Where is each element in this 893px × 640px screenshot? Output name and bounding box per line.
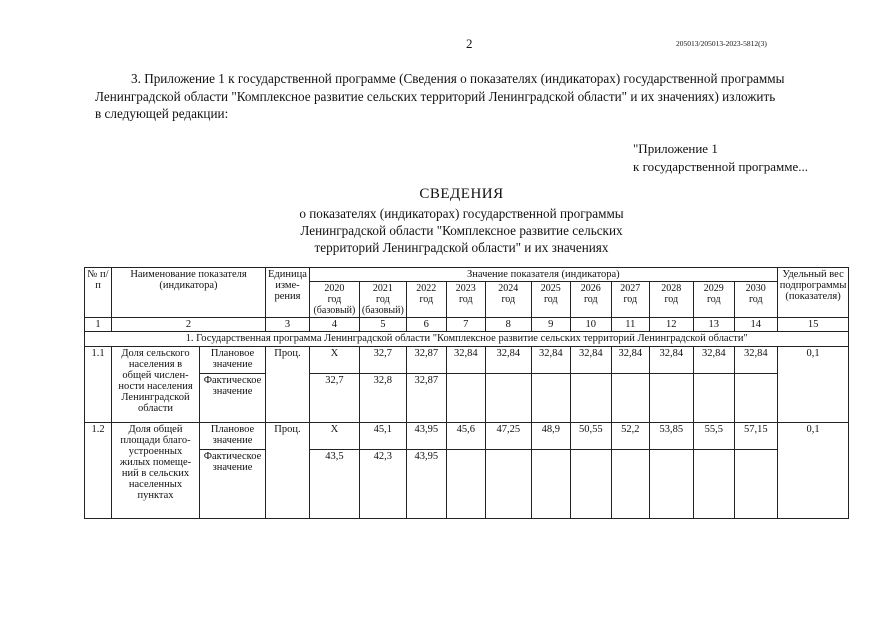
year-header-2025 <box>531 282 570 318</box>
fact-value <box>734 450 777 519</box>
fact-value <box>693 450 734 519</box>
year-header-part: 2026 <box>580 283 601 294</box>
document-subtitle-line-2: Ленинградской области "Комплексное развитие сельских <box>300 223 623 238</box>
column-number-3: 3 <box>266 318 310 332</box>
plan-value: 32,84 <box>570 347 611 374</box>
plan-value: 43,95 <box>406 423 446 450</box>
fact-value <box>611 374 649 423</box>
document-code: 205013/205013-2023-5812(3) <box>676 39 767 48</box>
header-name: Наименование показателя (индикатора) <box>112 268 266 318</box>
unit-cell: Проц. <box>266 423 310 519</box>
indicator-name: Доля общей площади благо-устроенных жилых помеще-ний в сельских населенных пунктах <box>112 423 200 519</box>
year-header-part: год <box>458 294 473 305</box>
plan-value: 57,15 <box>734 423 777 450</box>
column-number-row <box>85 318 849 332</box>
year-header-2022 <box>406 282 446 318</box>
year-header-part: 2029 <box>703 283 724 294</box>
year-header-part: 2028 <box>661 283 682 294</box>
column-number-10: 10 <box>570 318 611 332</box>
fact-value <box>570 450 611 519</box>
year-header-part: год <box>706 294 721 305</box>
plan-value: 47,25 <box>485 423 531 450</box>
year-header-part: 2022 <box>416 283 437 294</box>
row-number: 1.2 <box>85 423 112 519</box>
year-header-part: год <box>419 294 434 305</box>
year-header-part: 2021 <box>372 283 393 294</box>
header-num: № п/п <box>85 268 112 318</box>
intro-line-3: в следующей редакции: <box>95 106 229 121</box>
year-header-2020 <box>309 282 359 318</box>
plan-value: X <box>309 423 359 450</box>
fact-value <box>570 374 611 423</box>
fact-value <box>531 450 570 519</box>
page-number: 2 <box>466 36 473 51</box>
year-header-2030 <box>734 282 777 318</box>
column-number-4: 4 <box>309 318 359 332</box>
year-header-part: 2023 <box>455 283 476 294</box>
fact-value: 43,95 <box>406 450 446 519</box>
column-number-9: 9 <box>531 318 570 332</box>
column-number-5: 5 <box>359 318 406 332</box>
section-row <box>85 332 849 347</box>
year-header-part: (базовый) <box>313 305 356 316</box>
fact-label: Фактическое значение <box>200 450 266 519</box>
header-row <box>85 268 849 282</box>
column-number-2: 2 <box>112 318 266 332</box>
plan-label: Плановое значение <box>200 423 266 450</box>
fact-value <box>531 374 570 423</box>
plan-value: 32,84 <box>649 347 693 374</box>
year-header-2023 <box>446 282 485 318</box>
appendix-note-line-2: к государственной программе... <box>633 159 808 174</box>
intro-line-1: 3. Приложение 1 к государственной программе (Сведения о показателях (индикаторах) государственной программы <box>131 71 785 86</box>
header-value-group: Значение показателя (индикатора) <box>309 268 777 282</box>
fact-value <box>446 450 485 519</box>
fact-value <box>649 450 693 519</box>
year-header-2028 <box>649 282 693 318</box>
year-header-2027 <box>611 282 649 318</box>
header-unit: Единица изме-рения <box>266 268 310 318</box>
indicators-table <box>84 267 849 519</box>
row-number: 1.1 <box>85 347 112 423</box>
plan-value: 48,9 <box>531 423 570 450</box>
fact-value <box>693 374 734 423</box>
column-number-15: 15 <box>777 318 849 332</box>
column-number-14: 14 <box>734 318 777 332</box>
fact-value <box>485 450 531 519</box>
year-header-part: год <box>543 294 558 305</box>
year-header-part: год <box>664 294 679 305</box>
weight-cell: 0,1 <box>777 347 849 423</box>
table-row <box>85 347 849 374</box>
plan-value: X <box>309 347 359 374</box>
plan-value: 50,55 <box>570 423 611 450</box>
plan-value: 53,85 <box>649 423 693 450</box>
fact-value: 32,8 <box>359 374 406 423</box>
year-header-part: 2027 <box>620 283 641 294</box>
year-header-2029 <box>693 282 734 318</box>
table-row <box>85 450 849 519</box>
year-header-part: 2020 <box>324 283 345 294</box>
year-header-2024 <box>485 282 531 318</box>
plan-value: 32,84 <box>531 347 570 374</box>
document-subtitle-line-3: территорий Ленинградской области" и их значениях <box>314 240 609 255</box>
column-number-13: 13 <box>693 318 734 332</box>
year-header-2021 <box>359 282 406 318</box>
section-title: 1. Государственная программа Ленинградской области "Комплексное развитие сельских территорий Ленинградской области" <box>85 332 849 347</box>
fact-value <box>611 450 649 519</box>
year-header-part: год <box>376 294 390 305</box>
year-header-part: 2030 <box>745 283 766 294</box>
year-header-part: год <box>327 294 342 305</box>
indicator-name: Доля сельского населения в общей числен-ности населения Ленинградской области <box>112 347 200 423</box>
table-row <box>85 374 849 423</box>
fact-value: 32,87 <box>406 374 446 423</box>
table-row <box>85 423 849 450</box>
plan-value: 32,7 <box>359 347 406 374</box>
plan-value: 32,84 <box>693 347 734 374</box>
column-number-8: 8 <box>485 318 531 332</box>
fact-value <box>649 374 693 423</box>
plan-value: 32,84 <box>611 347 649 374</box>
plan-value: 32,87 <box>406 347 446 374</box>
fact-value <box>485 374 531 423</box>
column-number-12: 12 <box>649 318 693 332</box>
year-header-part: год <box>623 294 638 305</box>
column-number-7: 7 <box>446 318 485 332</box>
fact-value <box>734 374 777 423</box>
fact-value: 43,5 <box>309 450 359 519</box>
document-subtitle-line-1: о показателях (индикаторах) государственной программы <box>299 206 624 221</box>
plan-value: 55,5 <box>693 423 734 450</box>
year-header-part: год <box>748 294 763 305</box>
appendix-note-line-1: "Приложение 1 <box>633 141 718 156</box>
plan-value: 52,2 <box>611 423 649 450</box>
year-header-part: (базовый) <box>361 305 404 316</box>
weight-cell: 0,1 <box>777 423 849 519</box>
plan-value: 32,84 <box>734 347 777 374</box>
plan-value: 32,84 <box>446 347 485 374</box>
year-header-part: год <box>501 294 516 305</box>
fact-value: 42,3 <box>359 450 406 519</box>
column-number-6: 6 <box>406 318 446 332</box>
header-weight: Удельный вес подпрограммы (показателя) <box>777 268 849 318</box>
column-number-1: 1 <box>85 318 112 332</box>
year-header-2026 <box>570 282 611 318</box>
year-header-part: год <box>583 294 598 305</box>
fact-label: Фактическое значение <box>200 374 266 423</box>
document-title: СВЕДЕНИЯ <box>419 186 504 202</box>
plan-value: 45,6 <box>446 423 485 450</box>
intro-line-2: Ленинградской области "Комплексное развитие сельских территорий Ленинградской области" и их значениях) изложить <box>95 89 776 104</box>
plan-label: Плановое значение <box>200 347 266 374</box>
fact-value <box>446 374 485 423</box>
column-number-11: 11 <box>611 318 649 332</box>
unit-cell: Проц. <box>266 347 310 423</box>
plan-value: 45,1 <box>359 423 406 450</box>
year-header-part: 2025 <box>540 283 561 294</box>
fact-value: 32,7 <box>309 374 359 423</box>
plan-value: 32,84 <box>485 347 531 374</box>
year-header-part: 2024 <box>498 283 519 294</box>
